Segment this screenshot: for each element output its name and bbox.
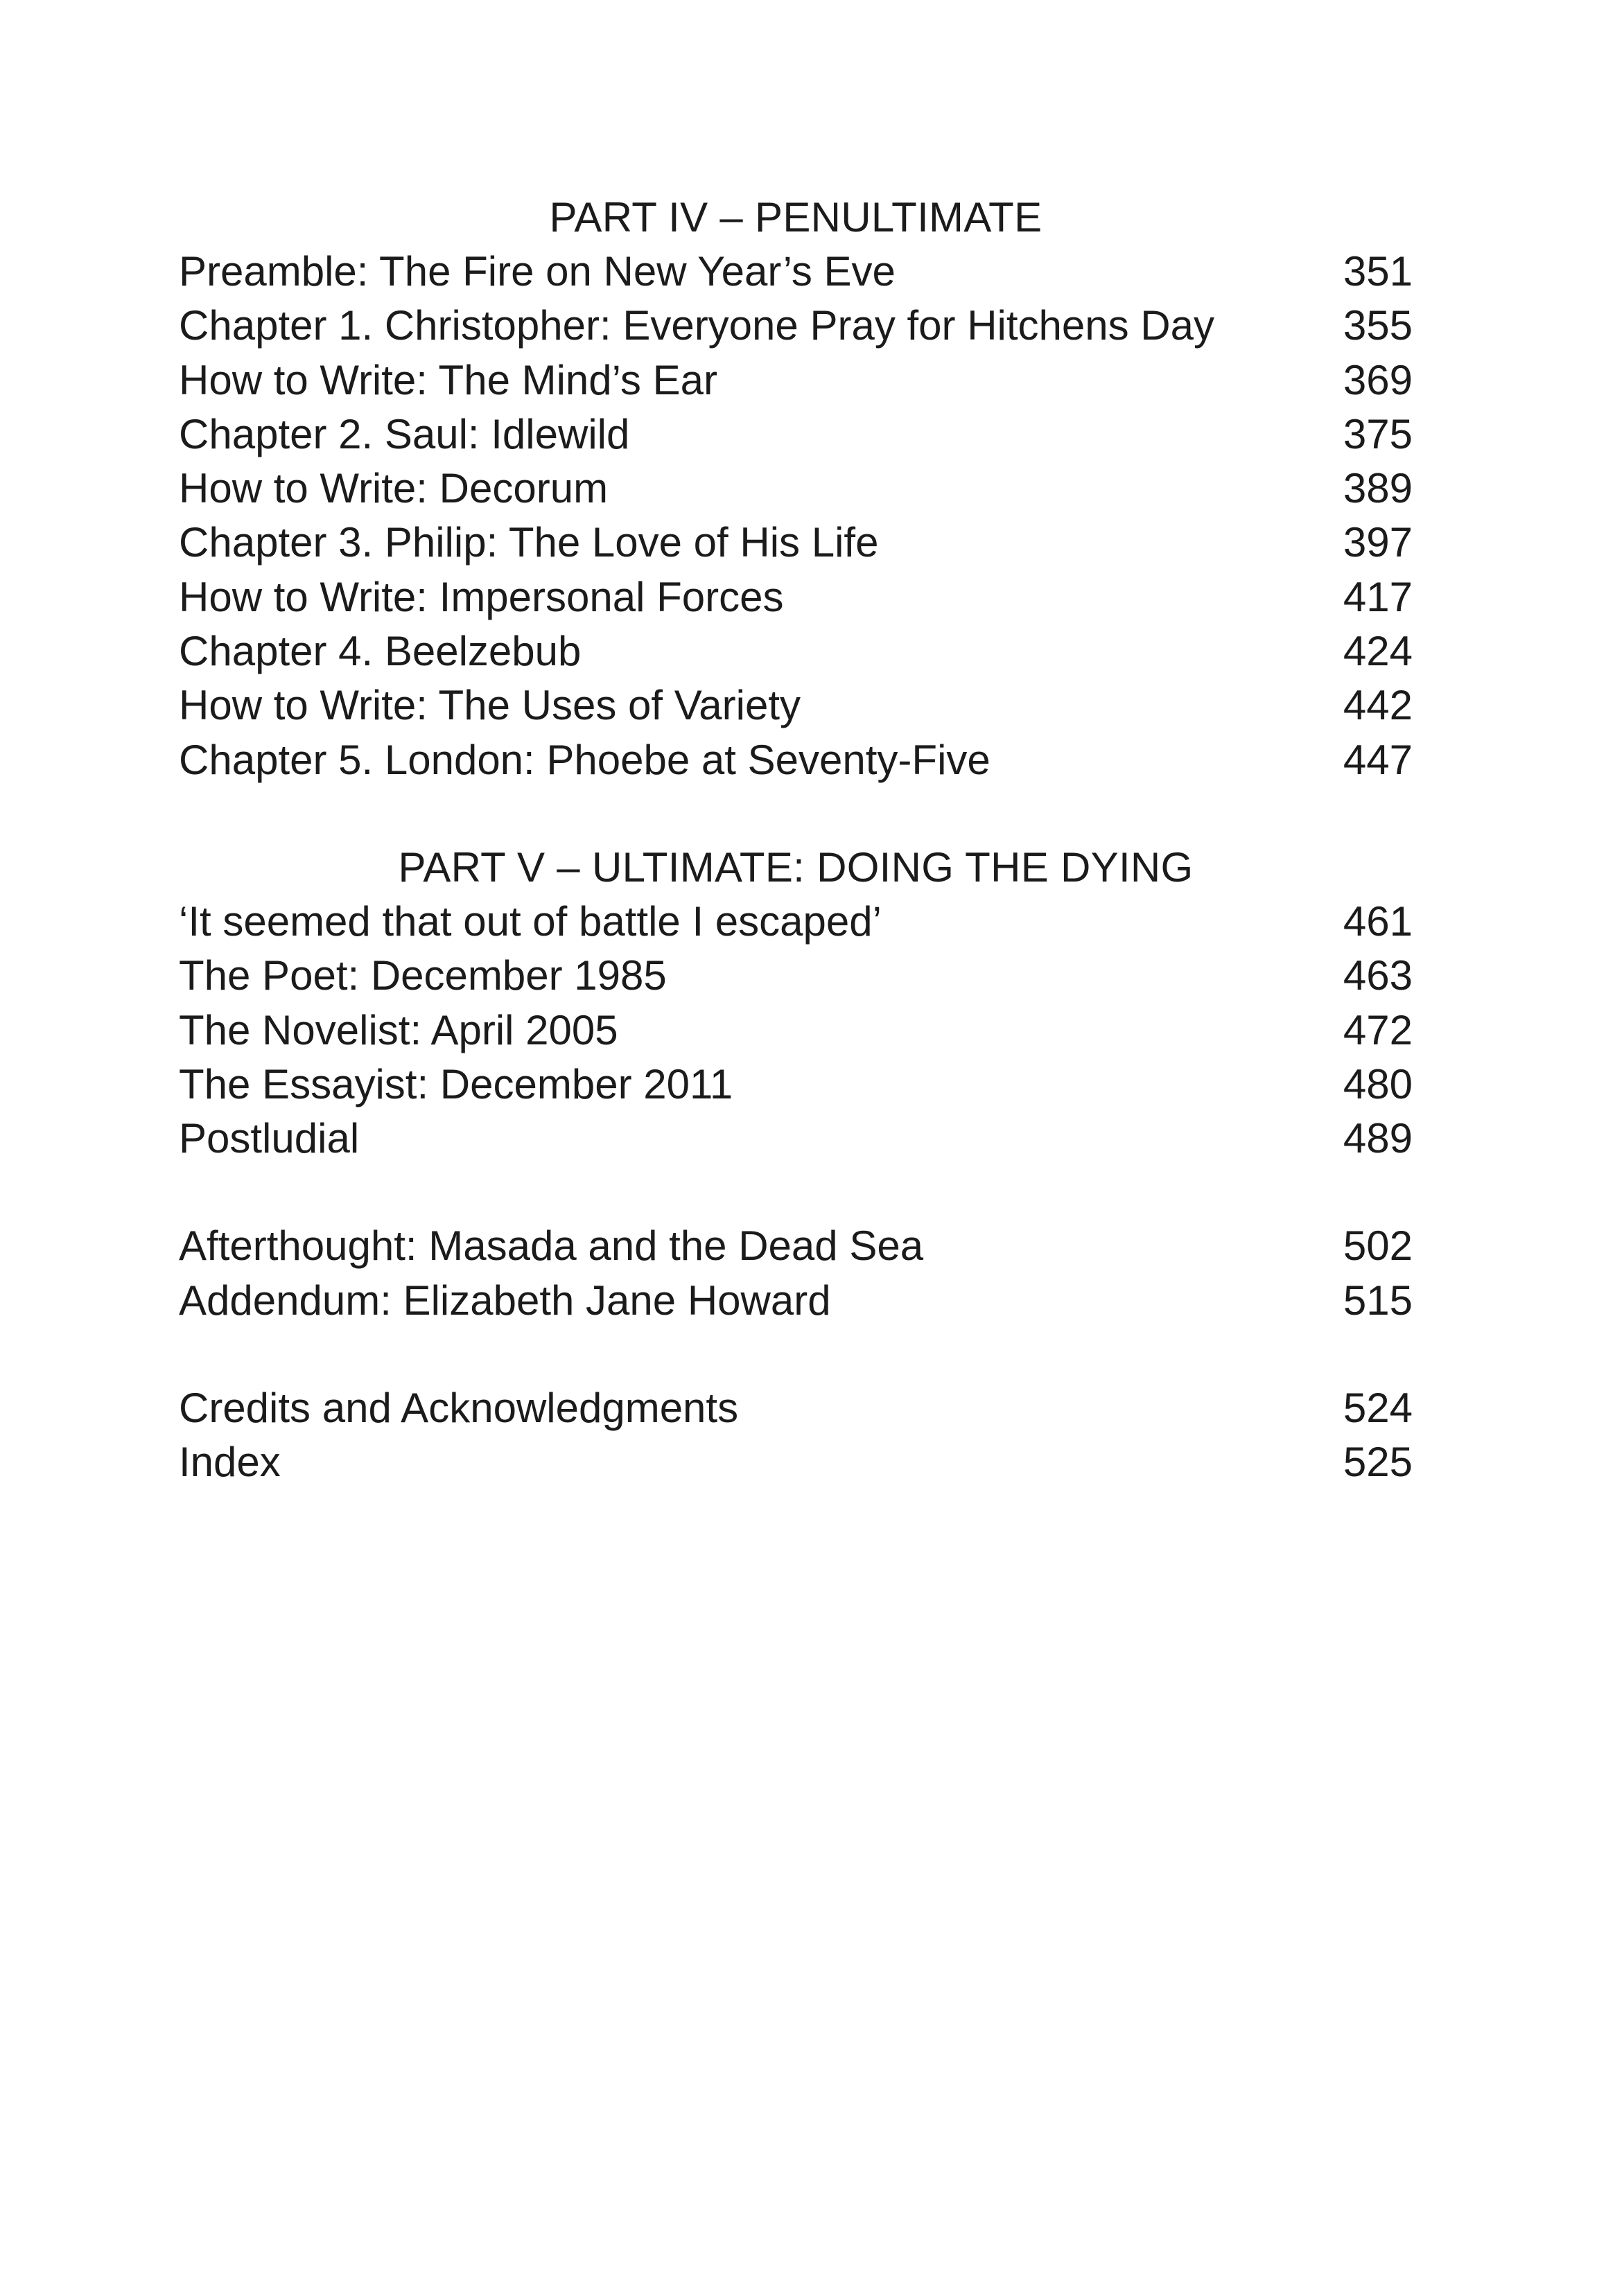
entry-title: Chapter 2. Saul: Idlewild [179, 410, 630, 457]
entry-title: How to Write: Impersonal Forces [179, 573, 784, 620]
part-iv-section [179, 191, 1413, 787]
entry-page-number: 515 [1343, 1277, 1413, 1324]
entry-title: ‘It seemed that out of battle I escaped’ [179, 897, 882, 945]
toc-entry[interactable] [179, 949, 1413, 1003]
toc-entry[interactable] [179, 1274, 1413, 1328]
entry-page-number: 397 [1343, 519, 1413, 566]
entry-page-number: 351 [1343, 248, 1413, 295]
entry-page-number: 502 [1343, 1223, 1413, 1270]
table-of-contents [179, 191, 1413, 1490]
toc-entry[interactable] [179, 1058, 1413, 1112]
part-v-section [179, 841, 1413, 1166]
toc-entry[interactable] [179, 570, 1413, 624]
toc-entry[interactable] [179, 1381, 1413, 1435]
toc-entry[interactable] [179, 516, 1413, 570]
entry-page-number: 369 [1343, 356, 1413, 403]
after-section [179, 1219, 1413, 1328]
toc-entry[interactable] [179, 1112, 1413, 1166]
entry-title: Chapter 4. Beelzebub [179, 628, 582, 675]
entry-page-number: 447 [1343, 736, 1413, 783]
entry-title: The Novelist: April 2005 [179, 1006, 618, 1053]
entry-title: Index [179, 1439, 281, 1486]
entry-page-number: 524 [1343, 1385, 1413, 1432]
back-matter-section [179, 1381, 1413, 1490]
toc-entry[interactable] [179, 462, 1413, 516]
toc-entry[interactable] [179, 299, 1413, 353]
toc-entry[interactable] [179, 895, 1413, 949]
part-v-heading: PART V – ULTIMATE: DOING THE DYING [398, 843, 1194, 891]
entry-page-number: 375 [1343, 410, 1413, 457]
entry-title: Addendum: Elizabeth Jane Howard [179, 1277, 831, 1324]
toc-entry[interactable] [179, 1004, 1413, 1058]
entry-title: The Essayist: December 2011 [179, 1060, 733, 1107]
entry-page-number: 424 [1343, 628, 1413, 675]
entry-title: Postludial [179, 1115, 360, 1162]
toc-entry[interactable] [179, 245, 1413, 299]
entry-page-number: 389 [1343, 465, 1413, 512]
entry-page-number: 489 [1343, 1115, 1413, 1162]
entry-page-number: 417 [1343, 573, 1413, 620]
entry-page-number: 525 [1343, 1439, 1413, 1486]
entry-page-number: 442 [1343, 682, 1413, 729]
entry-title: Preamble: The Fire on New Year’s Eve [179, 248, 896, 295]
toc-entry[interactable] [179, 1435, 1413, 1489]
toc-entry[interactable] [179, 353, 1413, 408]
part-iv-heading: PART IV – PENULTIMATE [549, 194, 1042, 240]
toc-entry[interactable] [179, 408, 1413, 462]
entry-title: How to Write: The Mind’s Ear [179, 356, 717, 403]
entry-page-number: 461 [1343, 897, 1413, 945]
entry-title: Afterthought: Masada and the Dead Sea [179, 1223, 924, 1270]
entry-title: The Poet: December 1985 [179, 952, 667, 999]
entry-title: How to Write: Decorum [179, 465, 609, 512]
entry-page-number: 480 [1343, 1060, 1413, 1107]
entry-title: Credits and Acknowledgments [179, 1385, 739, 1432]
entry-title: Chapter 5. London: Phoebe at Seventy-Five [179, 736, 991, 783]
entry-title: Chapter 1. Christopher: Everyone Pray for Hitchens Day [179, 302, 1214, 349]
entry-page-number: 472 [1343, 1006, 1413, 1053]
toc-entry[interactable] [179, 733, 1413, 787]
entry-page-number: 463 [1343, 952, 1413, 999]
toc-entry[interactable] [179, 1219, 1413, 1273]
entry-page-number: 355 [1343, 302, 1413, 349]
toc-entry[interactable] [179, 678, 1413, 733]
entry-title: How to Write: The Uses of Variety [179, 682, 801, 729]
entry-title: Chapter 3. Philip: The Love of His Life [179, 519, 879, 566]
toc-entry[interactable] [179, 624, 1413, 678]
